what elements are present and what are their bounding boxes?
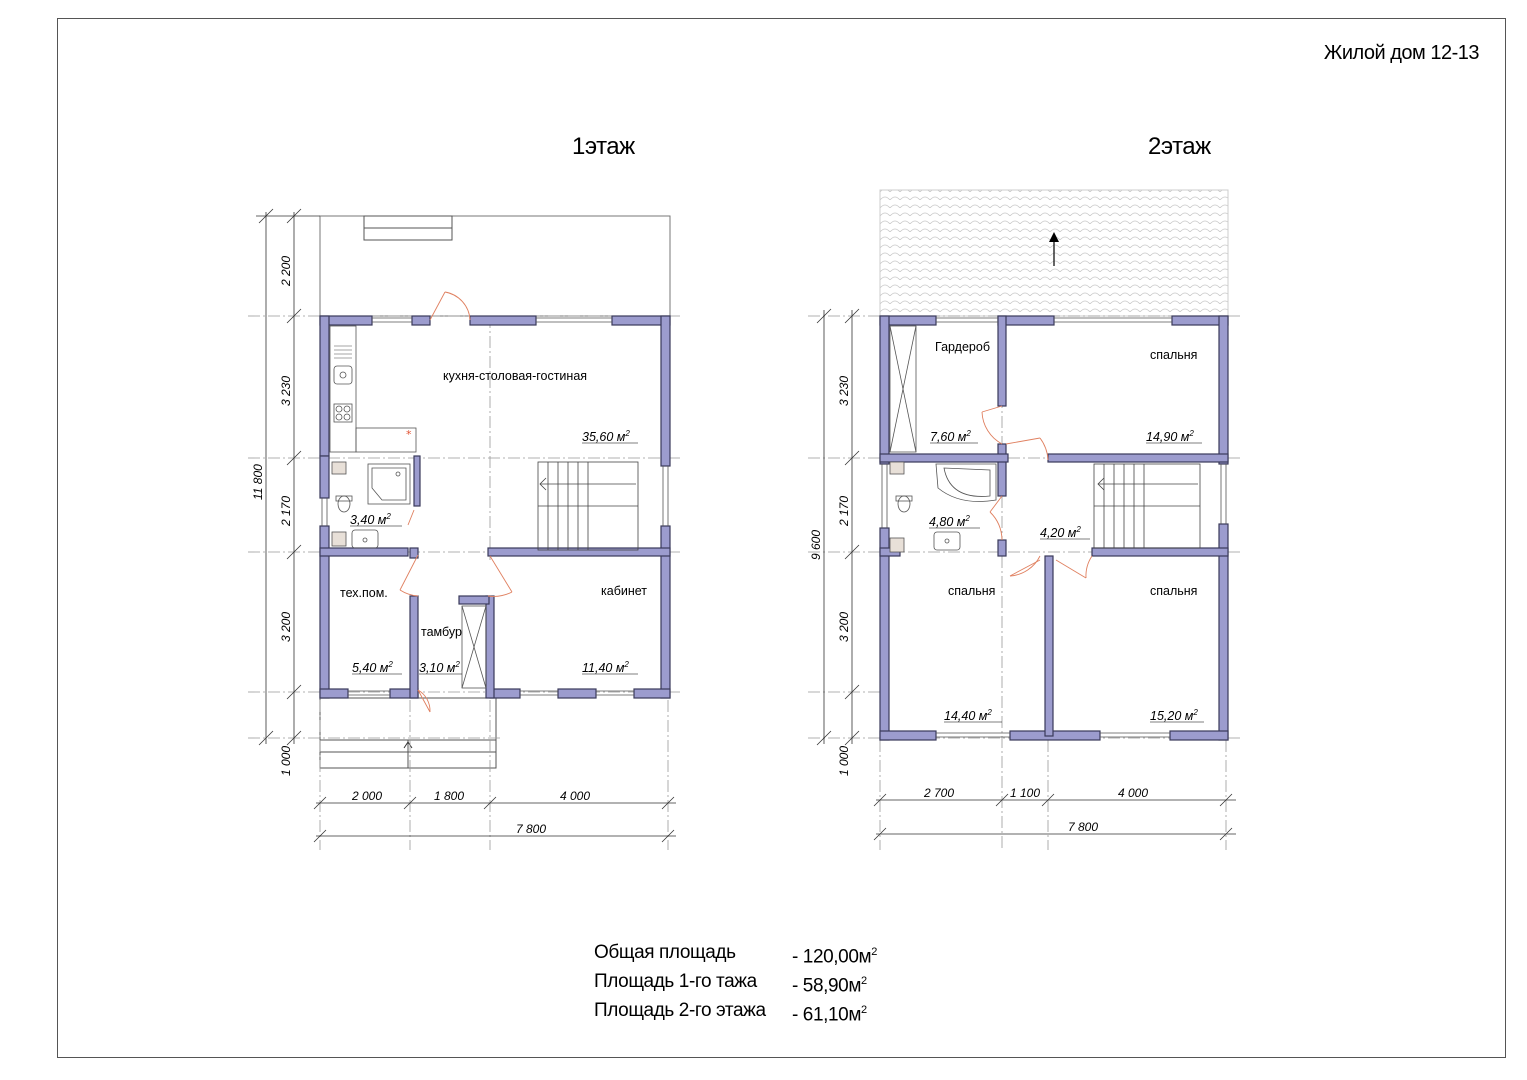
dimension-label: 2 170 [279, 495, 293, 526]
dimension-label: 3 230 [837, 375, 851, 406]
area-value: 3,40 м [350, 513, 387, 527]
summary-value-text: - 58,90м [792, 975, 862, 997]
floor-1-title: 1этаж [572, 133, 635, 160]
floor-1-axes [248, 316, 680, 850]
dimension-label: 7 800 [516, 822, 547, 836]
room-area [929, 514, 970, 529]
dimension-label: 3 200 [837, 611, 851, 642]
room-area [1040, 525, 1081, 540]
area-value: 7,60 м [930, 430, 967, 444]
summary-row-total [594, 938, 877, 967]
floor-2-title: 2этаж [1148, 133, 1211, 160]
room-area [350, 512, 391, 527]
area-superscript: 2 [624, 660, 629, 669]
area-superscript: 2 [1189, 429, 1194, 438]
area-value: 5,40 м [352, 661, 389, 675]
summary-superscript: 2 [871, 946, 877, 958]
room-area [944, 708, 992, 723]
area-superscript: 2 [455, 660, 460, 669]
dimension-label: 1 800 [434, 789, 465, 803]
floor-1-dimension-lines [256, 209, 676, 842]
summary-superscript: 2 [861, 1004, 867, 1016]
dimension-label: 4 000 [1118, 786, 1149, 800]
floor-1-stairs [538, 462, 638, 550]
room-area [352, 660, 393, 675]
floor-1-bath-fittings [332, 462, 486, 688]
dimension-label: 11 800 [251, 464, 265, 500]
floor-1-terrace [320, 216, 670, 316]
floor-2-axes [808, 316, 1240, 850]
dimension-label: 9 600 [809, 529, 823, 560]
room-area [1146, 429, 1194, 444]
room-label: спальня [1150, 584, 1198, 598]
dimension-label: 1 100 [1010, 786, 1041, 800]
summary-row-floor-1 [594, 967, 877, 996]
area-superscript: 2 [965, 514, 970, 523]
floor-2-stairs [1094, 464, 1200, 548]
dimension-label: 1 000 [279, 745, 293, 776]
area-superscript: 2 [625, 429, 630, 438]
area-superscript: 2 [1076, 525, 1081, 534]
summary-value [792, 967, 867, 996]
summary-value [792, 996, 867, 1025]
room-label: Гардероб [935, 340, 990, 354]
dimension-label: 7 800 [1068, 820, 1099, 834]
room-label: кухня-столовая-гостиная [443, 369, 588, 383]
dimension-label: 1 000 [837, 745, 851, 776]
project-title: Жилой дом 12-13 [1323, 42, 1479, 64]
summary-label: Площадь 1-го тажа [594, 971, 757, 992]
area-value: 3,10 м [419, 661, 456, 675]
area-value: 35,60 м [582, 430, 626, 444]
area-superscript: 2 [388, 660, 393, 669]
room-area [582, 429, 630, 444]
area-superscript: 2 [1193, 708, 1198, 717]
summary-row-floor-2 [594, 996, 877, 1025]
room-label: кабинет [601, 584, 648, 598]
dimension-label: 2 700 [924, 786, 955, 800]
floor-2-wardrobe [890, 326, 916, 452]
dimension-label: 2 000 [352, 789, 383, 803]
dimension-label: 2 200 [279, 255, 293, 286]
area-superscript: 2 [386, 512, 391, 521]
dimension-label: 4 000 [560, 789, 591, 803]
room-area [419, 660, 460, 675]
room-label: спальня [1150, 348, 1198, 362]
dimension-label: 2 170 [837, 495, 851, 526]
area-value: 11,40 м [582, 661, 625, 675]
room-area [930, 429, 971, 444]
svg-text:*: * [406, 428, 412, 441]
area-superscript: 2 [987, 708, 992, 717]
floor-1-plan [248, 209, 680, 850]
floor-2-plan [808, 190, 1240, 850]
dimension-label: 3 200 [279, 611, 293, 642]
summary-label: Площадь 2-го этажа [594, 1000, 766, 1021]
summary-label: Общая площадь [594, 942, 736, 963]
room-area [1150, 708, 1198, 723]
summary-superscript: 2 [861, 975, 867, 987]
area-summary [594, 938, 877, 1025]
dimension-label: 3 230 [279, 375, 293, 406]
summary-value-text: - 61,10м [792, 1004, 862, 1026]
area-value: 14,90 м [1146, 430, 1190, 444]
floor-2-bath-fittings [890, 462, 996, 552]
summary-value [792, 938, 877, 967]
area-superscript: 2 [966, 429, 971, 438]
area-value: 4,20 м [1040, 526, 1077, 540]
room-area [582, 660, 629, 675]
room-label: тамбур [421, 625, 462, 639]
summary-value-text: - 120,00м [792, 946, 872, 968]
room-label: тех.пом. [340, 586, 388, 600]
area-value: 4,80 м [929, 515, 966, 529]
floor-1-kitchen-fittings [330, 326, 416, 452]
area-value: 15,20 м [1150, 709, 1194, 723]
area-value: 14,40 м [944, 709, 988, 723]
room-label: спальня [948, 584, 996, 598]
